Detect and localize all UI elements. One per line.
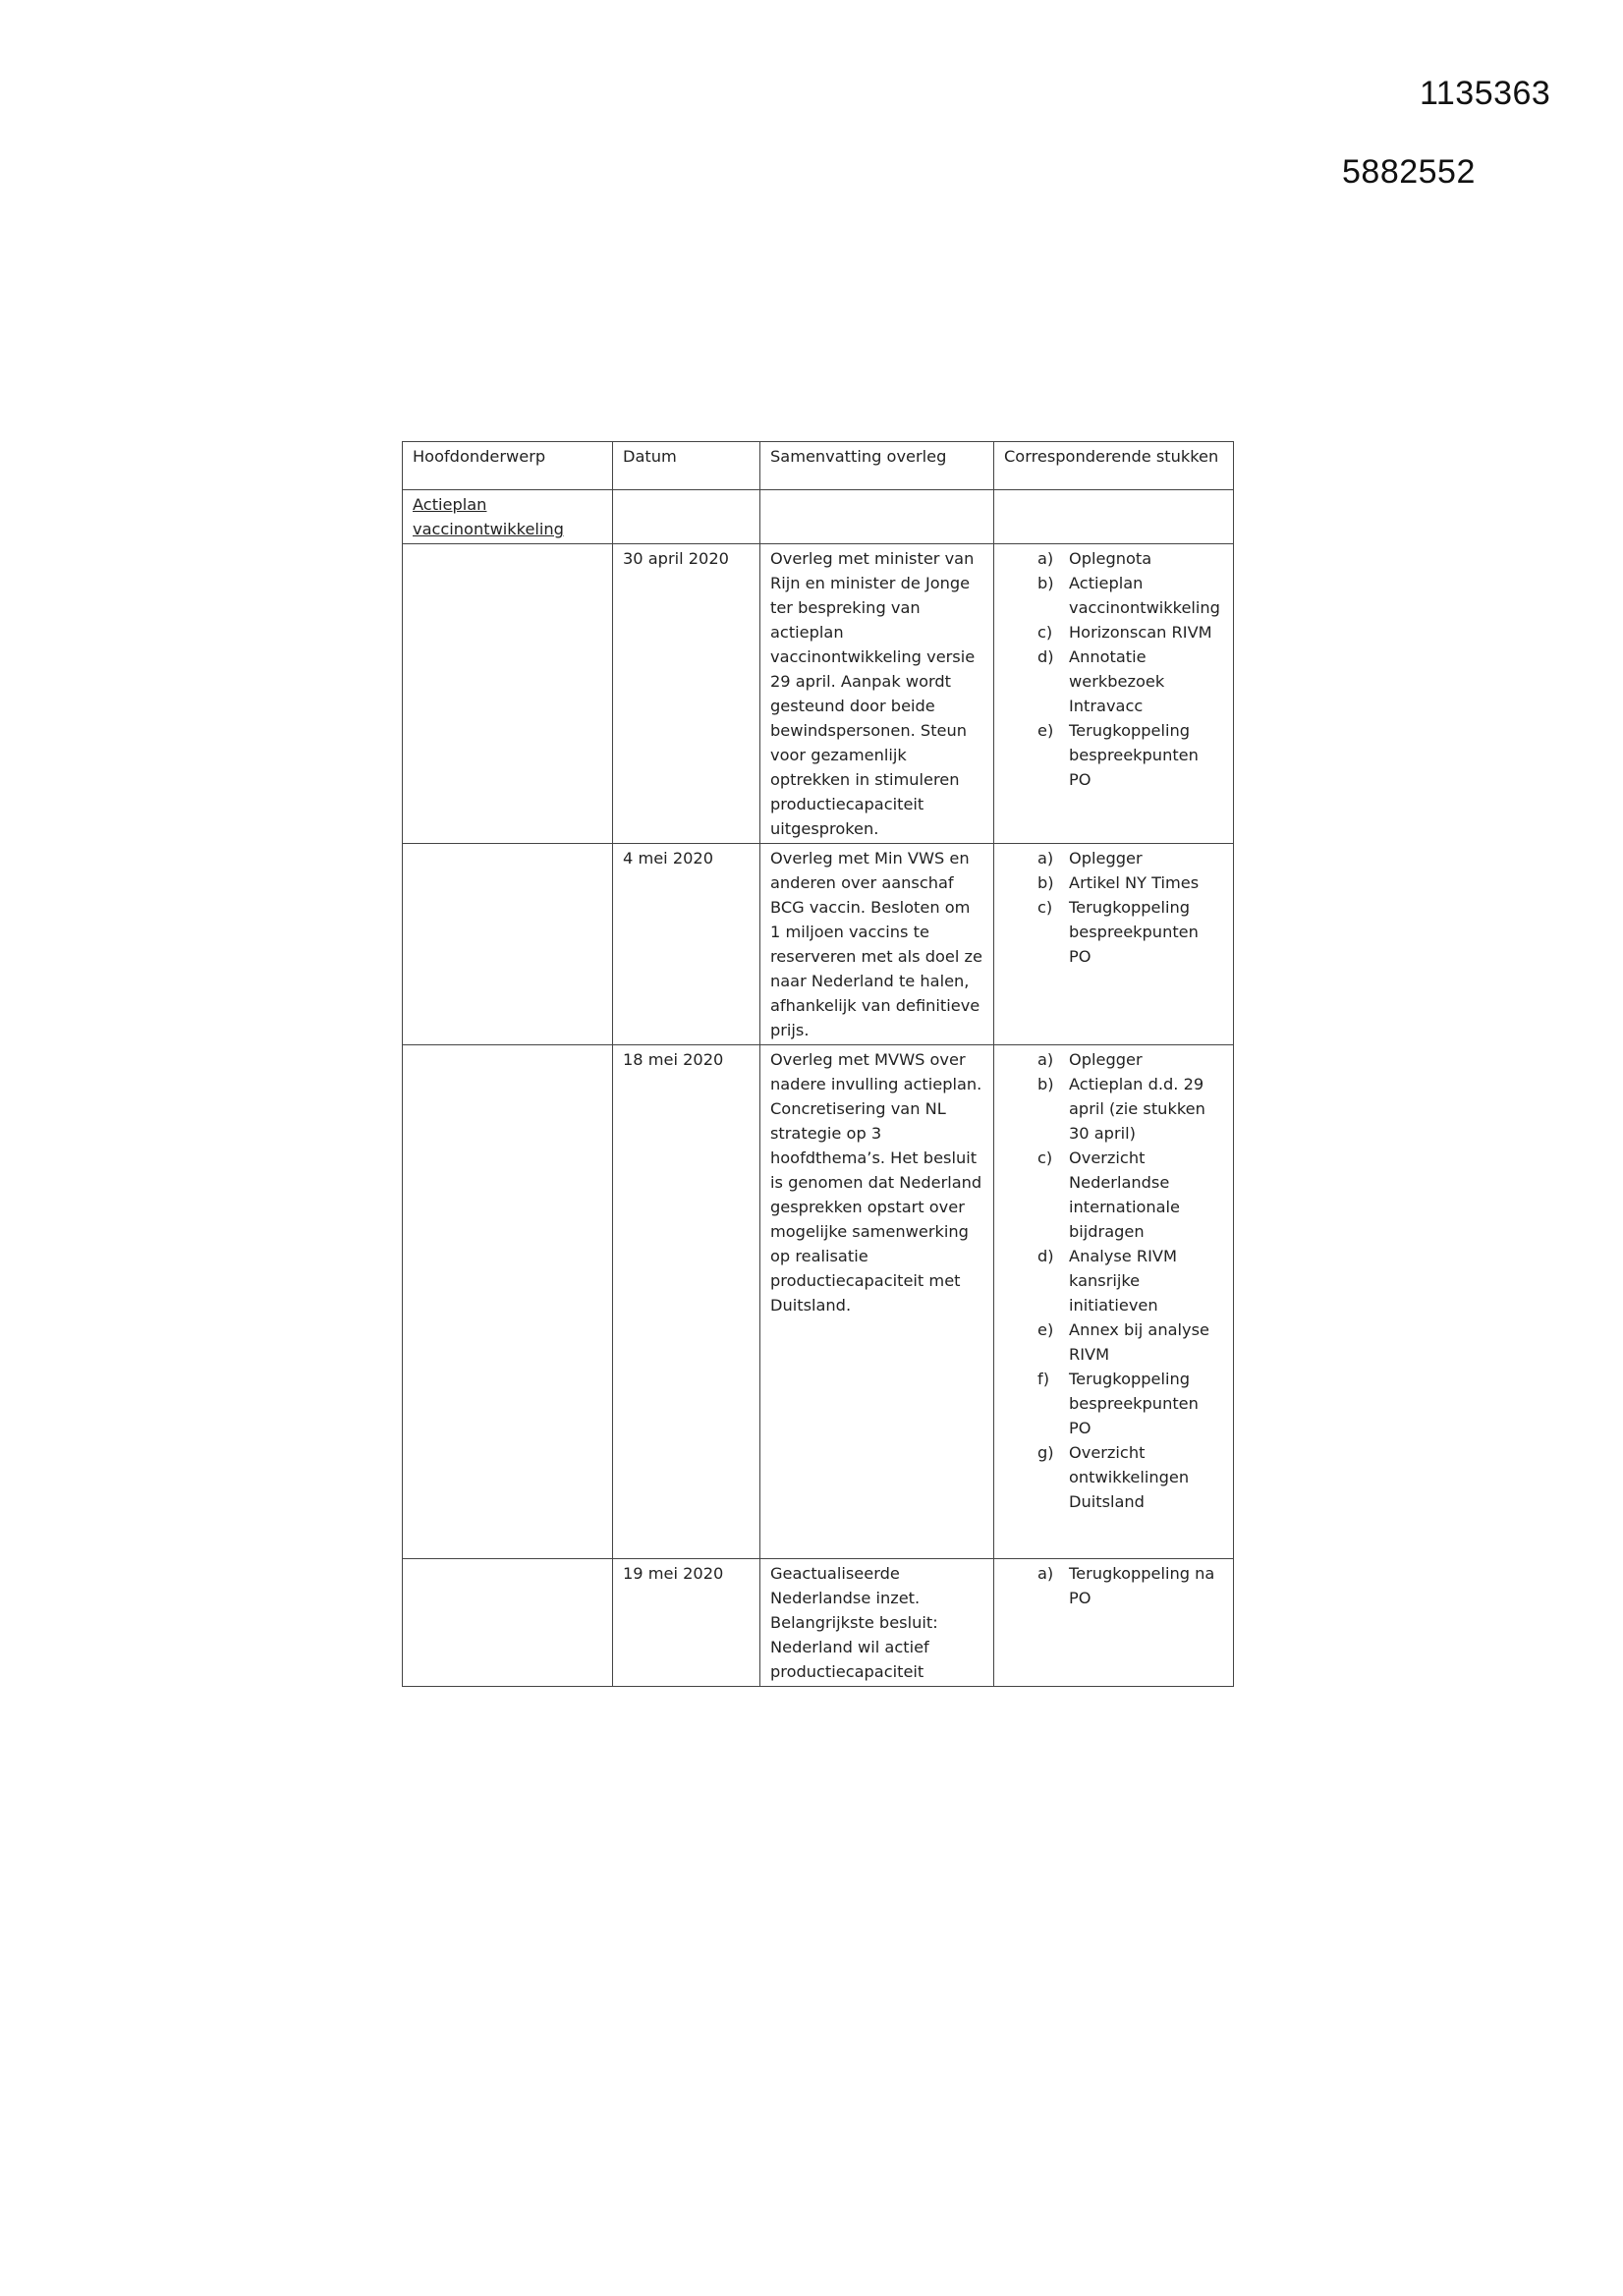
stukken-list	[1004, 1047, 1223, 1514]
samenvatting-cell: Geactualiseerde Nederlandse inzet. Belangrijkste besluit: Nederland wil actief productiecapaciteit	[760, 1559, 994, 1687]
table-row	[403, 1559, 1234, 1687]
list-item: b) Artikel NY Times	[1037, 873, 1200, 892]
reference-number-2: 5882552	[1342, 153, 1476, 191]
empty-cell	[613, 490, 760, 544]
stukken-cell	[994, 844, 1234, 1045]
table-header-row	[403, 442, 1234, 490]
list-item: b) Actieplan vaccinontwikkeling	[1037, 574, 1220, 617]
list-item: a) Oplegger	[1037, 1050, 1143, 1069]
stukken-cell	[994, 1559, 1234, 1687]
topic-label: Actieplan vaccinontwikkeling	[413, 495, 564, 538]
empty-cell	[403, 1045, 613, 1559]
datum-cell: 4 mei 2020	[613, 844, 760, 1045]
list-item: g) Overzicht ontwikkelingen Duitsland	[1037, 1443, 1190, 1511]
stukken-cell	[994, 544, 1234, 844]
list-item: d) Annotatie werkbezoek Intravacc	[1037, 647, 1165, 715]
reference-number-1: 1135363	[1420, 75, 1551, 112]
table-row	[403, 544, 1234, 844]
list-item: a) Oplegger	[1037, 849, 1143, 868]
list-item: b) Actieplan d.d. 29 april (zie stukken 30 april)	[1037, 1075, 1205, 1143]
list-item: c) Horizonscan RIVM	[1037, 623, 1212, 642]
samenvatting-cell: Overleg met MVWS over nadere invulling actieplan. Concretisering van NL strategie op 3 hoofdthema’s. Het besluit is genomen dat Nederland gesprekken opstart over mogelijke samenwerking op realisatie productiecapaciteit met Duitsland.	[760, 1045, 994, 1559]
list-item: a) Oplegnota	[1037, 549, 1152, 568]
samenvatting-cell: Overleg met minister van Rijn en minister de Jonge ter bespreking van actieplan vaccinontwikkeling versie 29 april. Aanpak wordt gesteund door beide bewindspersonen. Steun voor gezamenlijk optrekken in stimuleren productiecapaciteit uitgesproken.	[760, 544, 994, 844]
stukken-list	[1004, 846, 1223, 969]
list-item: f) Terugkoppeling bespreekpunten PO	[1037, 1370, 1199, 1437]
datum-cell: 19 mei 2020	[613, 1559, 760, 1687]
overleg-table	[402, 441, 1234, 1687]
empty-cell	[403, 544, 613, 844]
list-item: e) Terugkoppeling bespreekpunten PO	[1037, 721, 1199, 789]
table-row	[403, 1045, 1234, 1559]
datum-cell: 30 april 2020	[613, 544, 760, 844]
empty-cell	[994, 490, 1234, 544]
topic-row	[403, 490, 1234, 544]
stukken-list	[1004, 546, 1223, 792]
header-hoofdonderwerp: Hoofdonderwerp	[403, 442, 613, 490]
stukken-list	[1004, 1561, 1223, 1610]
list-item: c) Overzicht Nederlandse internationale bijdragen	[1037, 1148, 1180, 1241]
empty-cell	[760, 490, 994, 544]
list-item: a) Terugkoppeling na PO	[1037, 1564, 1215, 1607]
list-item: c) Terugkoppeling bespreekpunten PO	[1037, 898, 1199, 966]
header-datum: Datum	[613, 442, 760, 490]
stukken-cell	[994, 1045, 1234, 1559]
datum-cell: 18 mei 2020	[613, 1045, 760, 1559]
samenvatting-cell: Overleg met Min VWS en anderen over aanschaf BCG vaccin. Besloten om 1 miljoen vaccins te reserveren met als doel ze naar Nederland te halen, afhankelijk van definitieve prijs.	[760, 844, 994, 1045]
header-samenvatting: Samenvatting overleg	[760, 442, 994, 490]
empty-cell	[403, 844, 613, 1045]
header-stukken: Corresponderende stukken	[994, 442, 1234, 490]
list-item: e) Annex bij analyse RIVM	[1037, 1320, 1209, 1364]
table-row	[403, 844, 1234, 1045]
topic-cell	[403, 490, 613, 544]
list-item: d) Analyse RIVM kansrijke initiatieven	[1037, 1247, 1177, 1315]
empty-cell	[403, 1559, 613, 1687]
